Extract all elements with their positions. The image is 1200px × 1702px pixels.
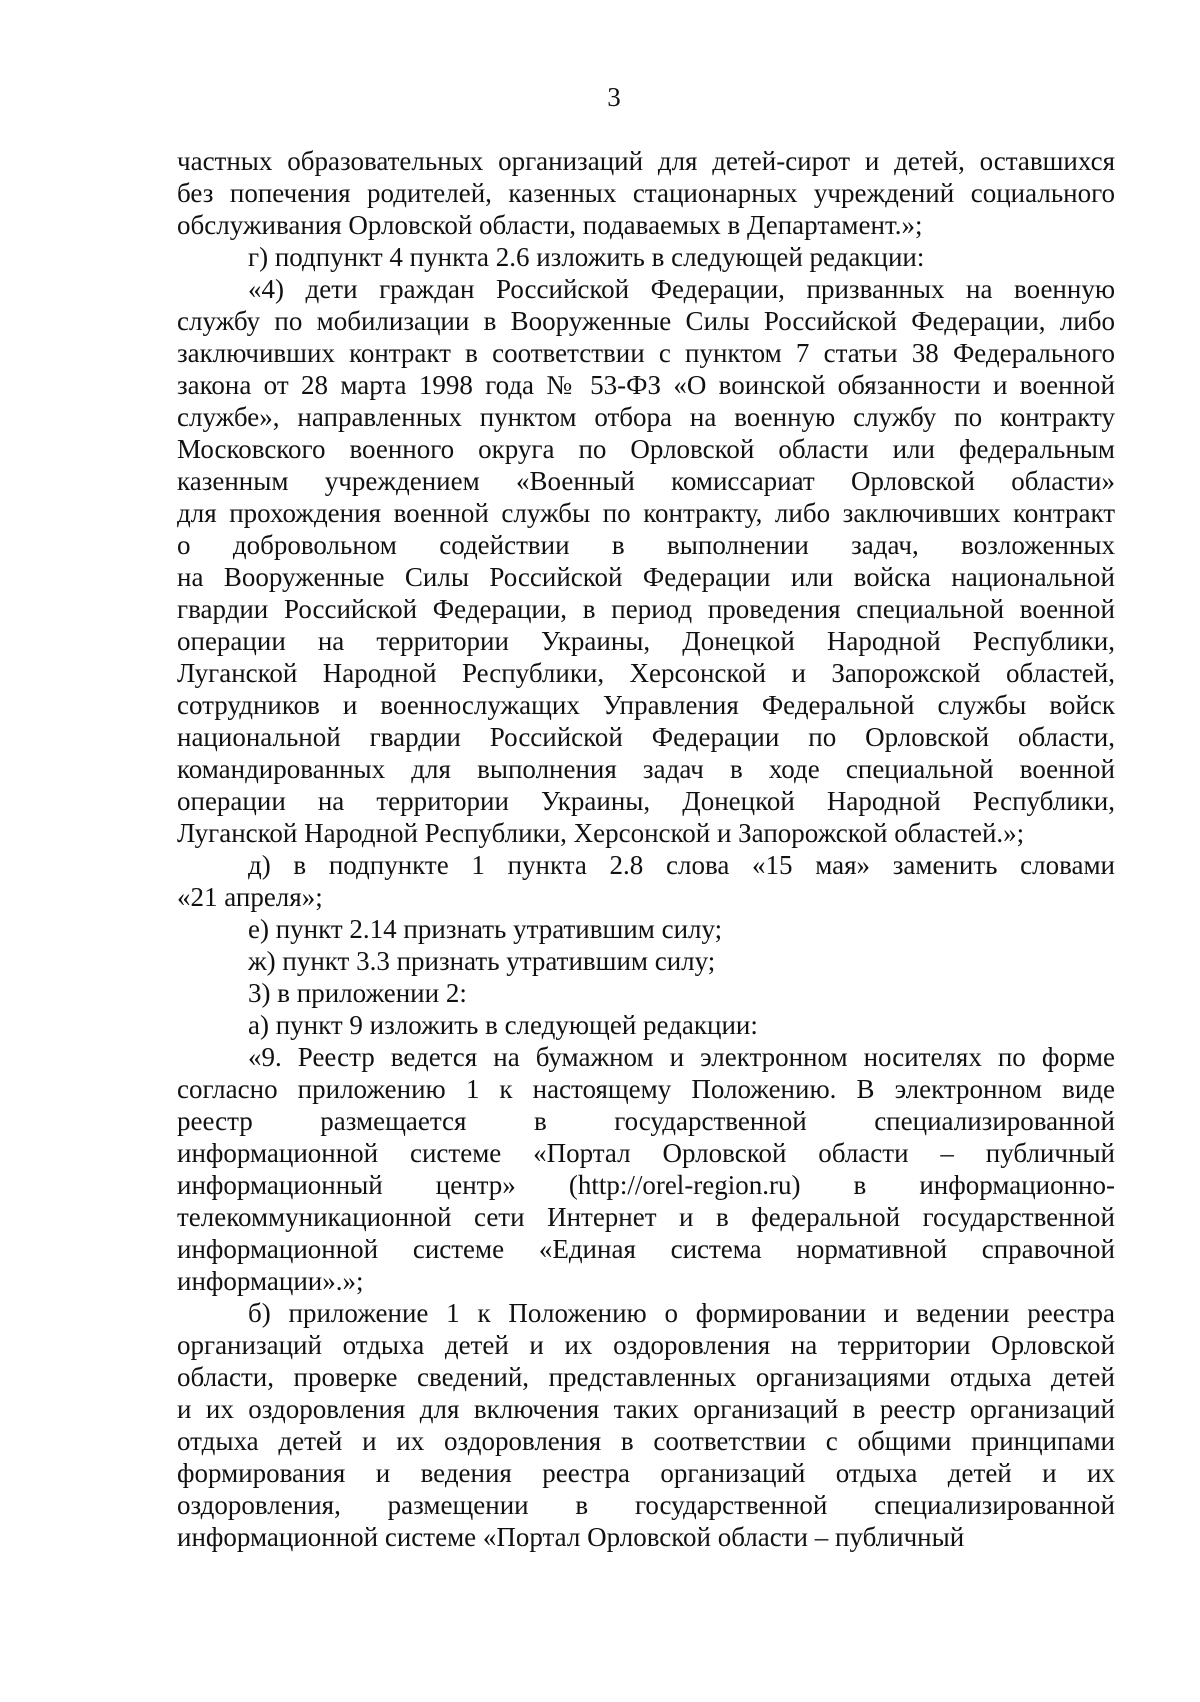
page-number: 3 <box>607 82 621 112</box>
paragraph <box>177 913 1115 945</box>
text-line: «4) дети граждан Российской Федерации, призванных на военную <box>248 274 1115 304</box>
text-line: оздоровления, размещении в государственной специализированной <box>177 1490 1115 1520</box>
text-line: на Вооруженные Силы Российской Федерации или войска национальной <box>177 562 1115 592</box>
text-line: о добровольном содействии в выполнении задач, возложенных <box>177 530 1115 560</box>
text-line: информационной системе «Портал Орловской области – публичный <box>177 1138 1115 1168</box>
text-line: согласно приложению 1 к настоящему Положению. В электронном виде <box>177 1074 1115 1104</box>
paragraph <box>177 945 1115 977</box>
text-line: закона от 28 марта 1998 года № 53-ФЗ «О воинской обязанности и военной <box>177 370 1115 400</box>
text-line: сотрудников и военнослужащих Управления Федеральной службы войск <box>177 690 1115 720</box>
text-line: операции на территории Украины, Донецкой Народной Республики, <box>177 786 1115 816</box>
text-line: для прохождения военной службы по контракту, либо заключивших контракт <box>177 498 1115 528</box>
text-line: ж) пункт 3.3 признать утратившим силу; <box>248 946 716 976</box>
text-line: обслуживания Орловской области, подаваемых в Департамент.»; <box>177 210 923 240</box>
paragraph <box>177 849 1115 913</box>
text-line: операции на территории Украины, Донецкой Народной Республики, <box>177 626 1115 656</box>
paragraph <box>177 273 1115 849</box>
text-line: телекоммуникационной сети Интернет и в федеральной государственной <box>177 1202 1115 1232</box>
text-line: и их оздоровления для включения таких организаций в реестр организаций <box>177 1394 1115 1424</box>
text-line: 3) в приложении 2: <box>248 978 467 1008</box>
paragraph <box>177 1041 1115 1297</box>
text-line: без попечения родителей, казенных стационарных учреждений социального <box>177 178 1115 208</box>
text-line: Луганской Народной Республики, Херсонской и Запорожской областей.»; <box>177 818 1025 848</box>
text-line: заключивших контракт в соответствии с пунктом 7 статьи 38 Федерального <box>177 338 1115 368</box>
text-line: «21 апреля»; <box>177 882 323 912</box>
text-line: информационной системе «Единая система нормативной справочной <box>177 1234 1115 1264</box>
text-line: Луганской Народной Республики, Херсонской и Запорожской областей, <box>177 658 1115 688</box>
paragraph <box>177 145 1115 241</box>
document-body <box>177 145 1115 1553</box>
text-line: национальной гвардии Российской Федерации по Орловской области, <box>177 722 1115 752</box>
text-line: службе», направленных пунктом отбора на военную службу по контракту <box>177 402 1115 432</box>
text-line: информации».»; <box>177 1266 364 1296</box>
paragraph <box>177 1297 1115 1553</box>
paragraph <box>177 977 1115 1009</box>
text-line: казенным учреждением «Военный комиссариат Орловской области» <box>177 466 1115 496</box>
text-line: службу по мобилизации в Вооруженные Силы Российской Федерации, либо <box>177 306 1115 336</box>
text-line: формирования и ведения реестра организаций отдыха детей и их <box>177 1458 1115 1488</box>
text-line: командированных для выполнения задач в ходе специальной военной <box>177 754 1115 784</box>
text-line: д) в подпункте 1 пункта 2.8 слова «15 мая» заменить словами <box>248 850 1115 880</box>
text-line: г) подпункт 4 пункта 2.6 изложить в следующей редакции: <box>248 242 925 272</box>
text-line: «9. Реестр ведется на бумажном и электронном носителях по форме <box>248 1042 1115 1072</box>
paragraph <box>177 241 1115 273</box>
text-line: частных образовательных организаций для детей-сирот и детей, оставшихся <box>177 146 1115 176</box>
text-line: информационный центр» (http://orel-region.ru) в информационно- <box>177 1170 1115 1200</box>
text-line: информационной системе «Портал Орловской области – публичный <box>177 1522 965 1552</box>
text-line: области, проверке сведений, представленных организациями отдыха детей <box>177 1362 1115 1392</box>
text-line: реестр размещается в государственной специализированной <box>177 1106 1115 1136</box>
text-line: Московского военного округа по Орловской области или федеральным <box>177 434 1115 464</box>
text-line: организаций отдыха детей и их оздоровления на территории Орловской <box>177 1330 1115 1360</box>
text-line: а) пункт 9 изложить в следующей редакции: <box>248 1010 758 1040</box>
paragraph <box>177 1009 1115 1041</box>
text-line: б) приложение 1 к Положению о формировании и ведении реестра <box>248 1298 1115 1328</box>
text-line: е) пункт 2.14 признать утратившим силу; <box>248 914 723 944</box>
text-line: отдыха детей и их оздоровления в соответствии с общими принципами <box>177 1426 1115 1456</box>
text-line: гвардии Российской Федерации, в период проведения специальной военной <box>177 594 1115 624</box>
